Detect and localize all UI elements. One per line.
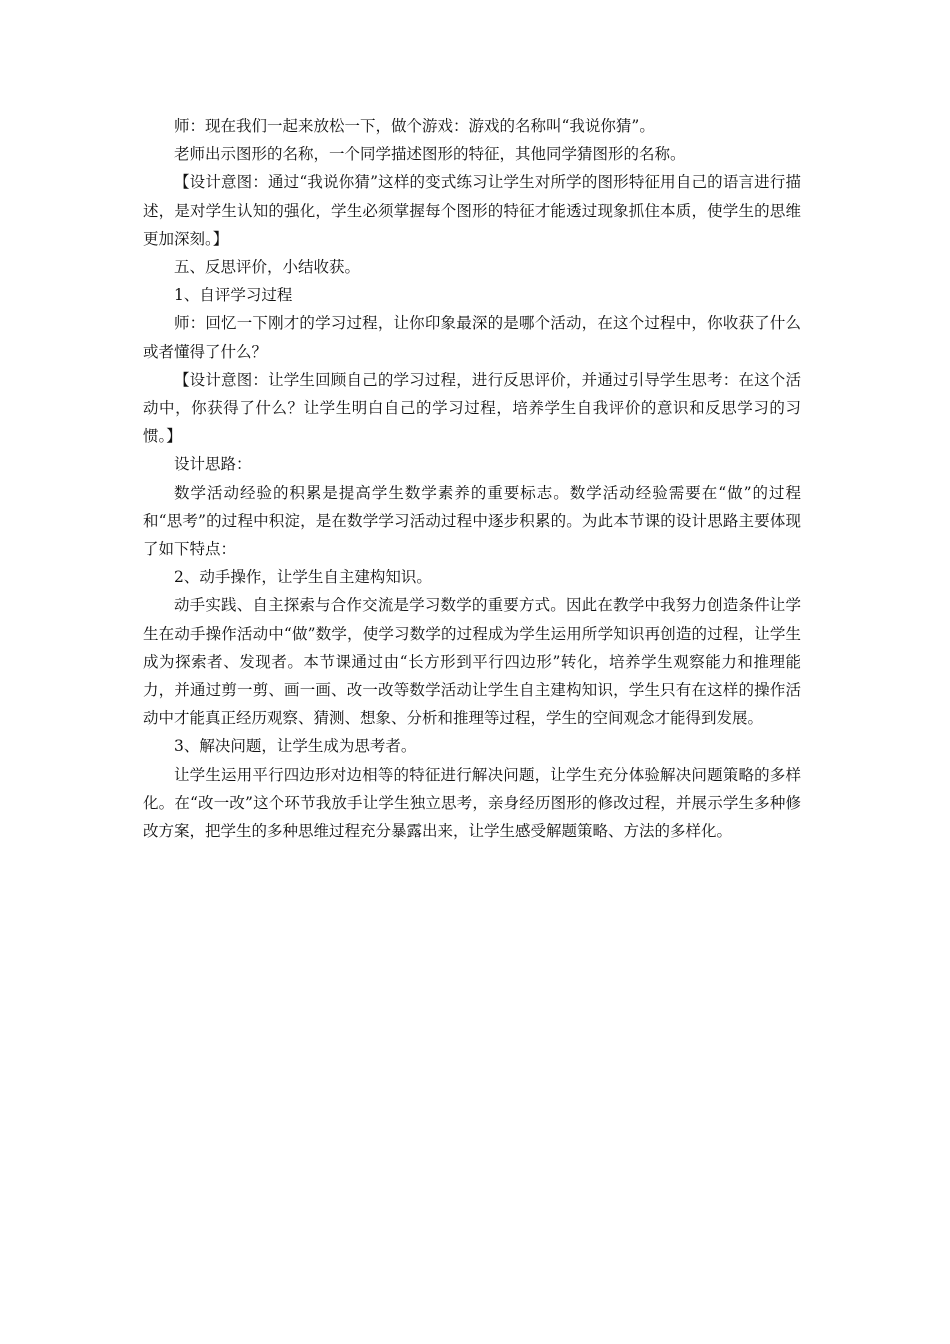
section-heading-reflection: 五、反思评价，小结收获。	[174, 258, 361, 277]
subheading-problem-solving: 3、解决问题，让学生成为思考者。	[174, 737, 417, 756]
paragraph-problem-solving: 让学生运用平行四边形对边相等的特征进行解决问题，让学生充分体验解决问题策略的多样化。在“改一改”这个环节我放手让学生独立思考，亲身经历图形的修改过程，并展示学生多种修改方案，把学生的多种思维过程充分暴露出来，让学生感受解题策略、方法的多样化。	[143, 765, 801, 841]
paragraph-design-ideas-intro: 数学活动经验的积累是提高学生数学素养的重要标志。数学活动经验需要在“做”的过程和“思考”的过程中积淀，是在数学学习活动过程中逐步积累的。为此本节课的设计思路主要体现了如下特点：	[143, 483, 801, 559]
paragraph-hands-on: 动手实践、自主探索与合作交流是学习数学的重要方式。因此在教学中我努力创造条件让学生在动手操作活动中“做”数学，使学习数学的过程成为学生运用所学知识再创造的过程，让学生成为探索者、发现者。本节课通过由“长方形到平行四边形”转化，培养学生观察能力和推理能力，并通过剪一剪、画一画、改一改等数学活动让学生自主建构知识，学生只有在这样的操作活动中才能真正经历观察、猜测、想象、分析和推理等过程，学生的空间观念才能得到发展。	[143, 596, 801, 728]
subheading-self-evaluation: 1、自评学习过程	[174, 286, 293, 305]
subheading-hands-on: 2、动手操作，让学生自主建构知识。	[174, 568, 432, 587]
heading-design-ideas: 设计思路：	[174, 455, 252, 474]
paragraph-design-intent-1: 【设计意图：通过“我说你猜”这样的变式练习让学生对所学的图形特征用自己的语言进行描述，是对学生认知的强化，学生必须掌握每个图形的特征才能透过现象抓住本质，使学生的思维更加深刻。】	[143, 173, 801, 248]
paragraph-design-intent-2: 【设计意图：让学生回顾自己的学习过程，进行反思评价，并通过引导学生思考：在这个活动中，你获得了什么？让学生明白自己的学习过程，培养学生自我评价的意识和反思学习的习惯。】	[143, 370, 801, 446]
document-body	[143, 112, 801, 845]
paragraph-game-intro: 师：现在我们一起来放松一下，做个游戏：游戏的名称叫“我说你猜”。	[174, 117, 655, 135]
paragraph-game-rules: 老师出示图形的名称，一个同学描述图形的特征，其他同学猜图形的名称。	[174, 145, 686, 164]
paragraph-teacher-recall: 师：回忆一下刚才的学习过程，让你印象最深的是哪个活动，在这个过程中，你收获了什么或者懂得了什么？	[143, 314, 801, 361]
